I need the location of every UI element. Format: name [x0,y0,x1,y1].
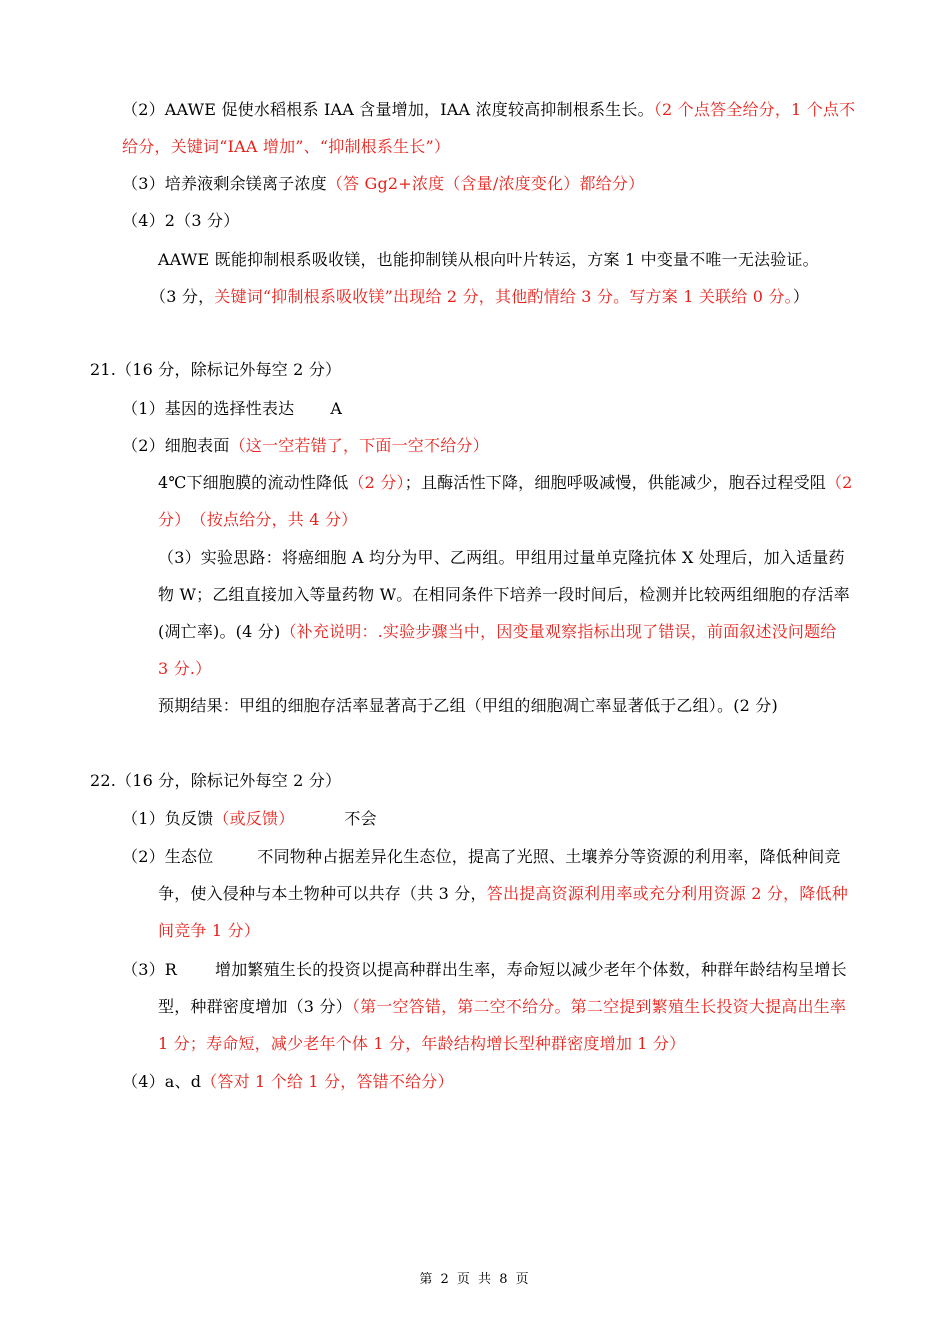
s20-part3-note: （答 Gg2+浓度（含量/浓度变化）都给分） [326,174,645,193]
s20-part4-note: 关键词“抑制根系吸收镁”出现给 2 分，其他酌情给 3 分。写方案 1 关联给 0 分。 [214,287,793,306]
s22-part1-answer-b: 不会 [344,809,377,828]
s21-part3-line3 [158,622,837,642]
s21-part3-note: （补充说明：.实验步骤当中，因变量观察指标出现了错误，前面叙述没问题给 [280,622,837,641]
s21-part2-reason-a: 4℃下细胞膜的流动性降低 [158,473,349,492]
s22-part2-line1 [122,847,841,867]
s21-part2-answer: （2）细胞表面 [122,436,230,455]
s21-part2-line3: 分） （按点给分，共 4 分） [158,510,358,529]
s22-part3-line2 [158,997,846,1017]
s20-part4-score: （3 分， [150,287,215,306]
s22-part2-answer-a: （2）生态位 [122,847,214,866]
s21-part3-expected-result: 预期结果：甲组的细胞存活率显著高于乙组（甲组的细胞凋亡率显著低于乙组）。(2 分) [158,696,778,715]
s22-part3-answer-b: 增加繁殖生长的投资以提高种群出生率，寿命短以减少老年个体数，种群年龄结构呈增长 [215,960,847,979]
s22-part2-note: 答出提高资源利用率或充分利用资源 2 分，降低种 [486,884,848,903]
s20-part3-line [122,174,644,194]
s22-part4-line [122,1072,454,1092]
s22-part3-line1 [122,960,847,980]
s20-part2-line2: 给分，关键词“IAA 增加”、“抑制根系生长”） [122,137,451,156]
s21-part3-line1: （3）实验思路：将癌细胞 A 均分为甲、乙两组。甲组用过量单克隆抗体 X 处理后，加入适量药 [158,548,845,567]
s22-part1-line [122,809,377,829]
s22-part3-answer-a: （3）R [122,960,178,979]
s21-part2-line1 [122,436,489,456]
s22-part1-note: （或反馈） [213,809,295,828]
s22-part2-answer-c: 争，使入侵种与本土物种可以共存（共 3 分， [158,884,487,903]
s22-part3-line3: 1 分；寿命短，减少老年个体 1 分，年龄结构增长型种群密度增加 1 分） [158,1034,686,1053]
s22-part1-answer-a: （1）负反馈 [122,809,214,828]
s22-part3-answer-c: 型，种群密度增加（3 分） [158,997,352,1016]
s20-part4-close: ） [792,287,810,306]
s21-part1-line [122,399,342,419]
s21-part1-answer-a: （1）基因的选择性表达 [122,399,295,418]
s22-part3-note-a: （第一空答错，第二空不给分。第二空提到繁殖生长投资大提高出生率 [351,997,847,1016]
s20-part4-line1: （4）2（3 分） [122,211,240,230]
s21-part2-score-a: （2 分） [348,473,405,492]
s20-part2-answer: （2）AAWE 促使水稻根系 IAA 含量增加，IAA 浓度较高抑制根系生长。 [122,100,654,119]
s22-part4-answer: （4）a、d [122,1072,202,1091]
s22-part2-line2 [158,884,848,904]
s21-part3-line2: 物 W；乙组直接加入等量药物 W。在相同条件下培养一段时间后，检测并比较两组细胞的存活率 [158,585,850,604]
s22-heading: 22.（16 分，除标记外每空 2 分） [90,771,342,790]
s21-part3-score: (凋亡率)。(4 分) [158,622,281,641]
s21-part2-score-b: （2 [825,473,853,492]
s22-part2-answer-b: 不同物种占据差异化生态位，提高了光照、土壤养分等资源的利用率，降低种间竞 [257,847,841,866]
s20-part4-line3 [150,287,809,307]
s20-part4-line2: AAWE 既能抑制根系吸收镁，也能抑制镁从根向叶片转运，方案 1 中变量不唯一无法验证。 [158,250,819,269]
s21-heading: 21.（16 分，除标记外每空 2 分） [90,360,342,379]
s20-part2-line1 [122,100,855,120]
s21-part2-reason-b: ；且酶活性下降，细胞呼吸减慢，供能减少，胞吞过程受阻 [404,473,826,492]
page-footer: 第 2 页 共 8 页 [419,1272,531,1287]
s21-part1-answer-b: A [330,399,343,418]
s22-part4-note: （答对 1 个给 1 分，答错不给分） [201,1072,454,1091]
s20-part3-answer: （3）培养液剩余镁离子浓度 [122,174,327,193]
s20-part2-note: （2 个点答全给分，1 个点不 [653,100,856,119]
s22-part2-line3: 间竞争 1 分） [158,921,260,940]
s21-part3-line4: 3 分.） [158,659,212,678]
s21-part2-line2 [158,473,853,493]
s21-part2-note: （这一空若错了，下面一空不给分） [229,436,489,455]
